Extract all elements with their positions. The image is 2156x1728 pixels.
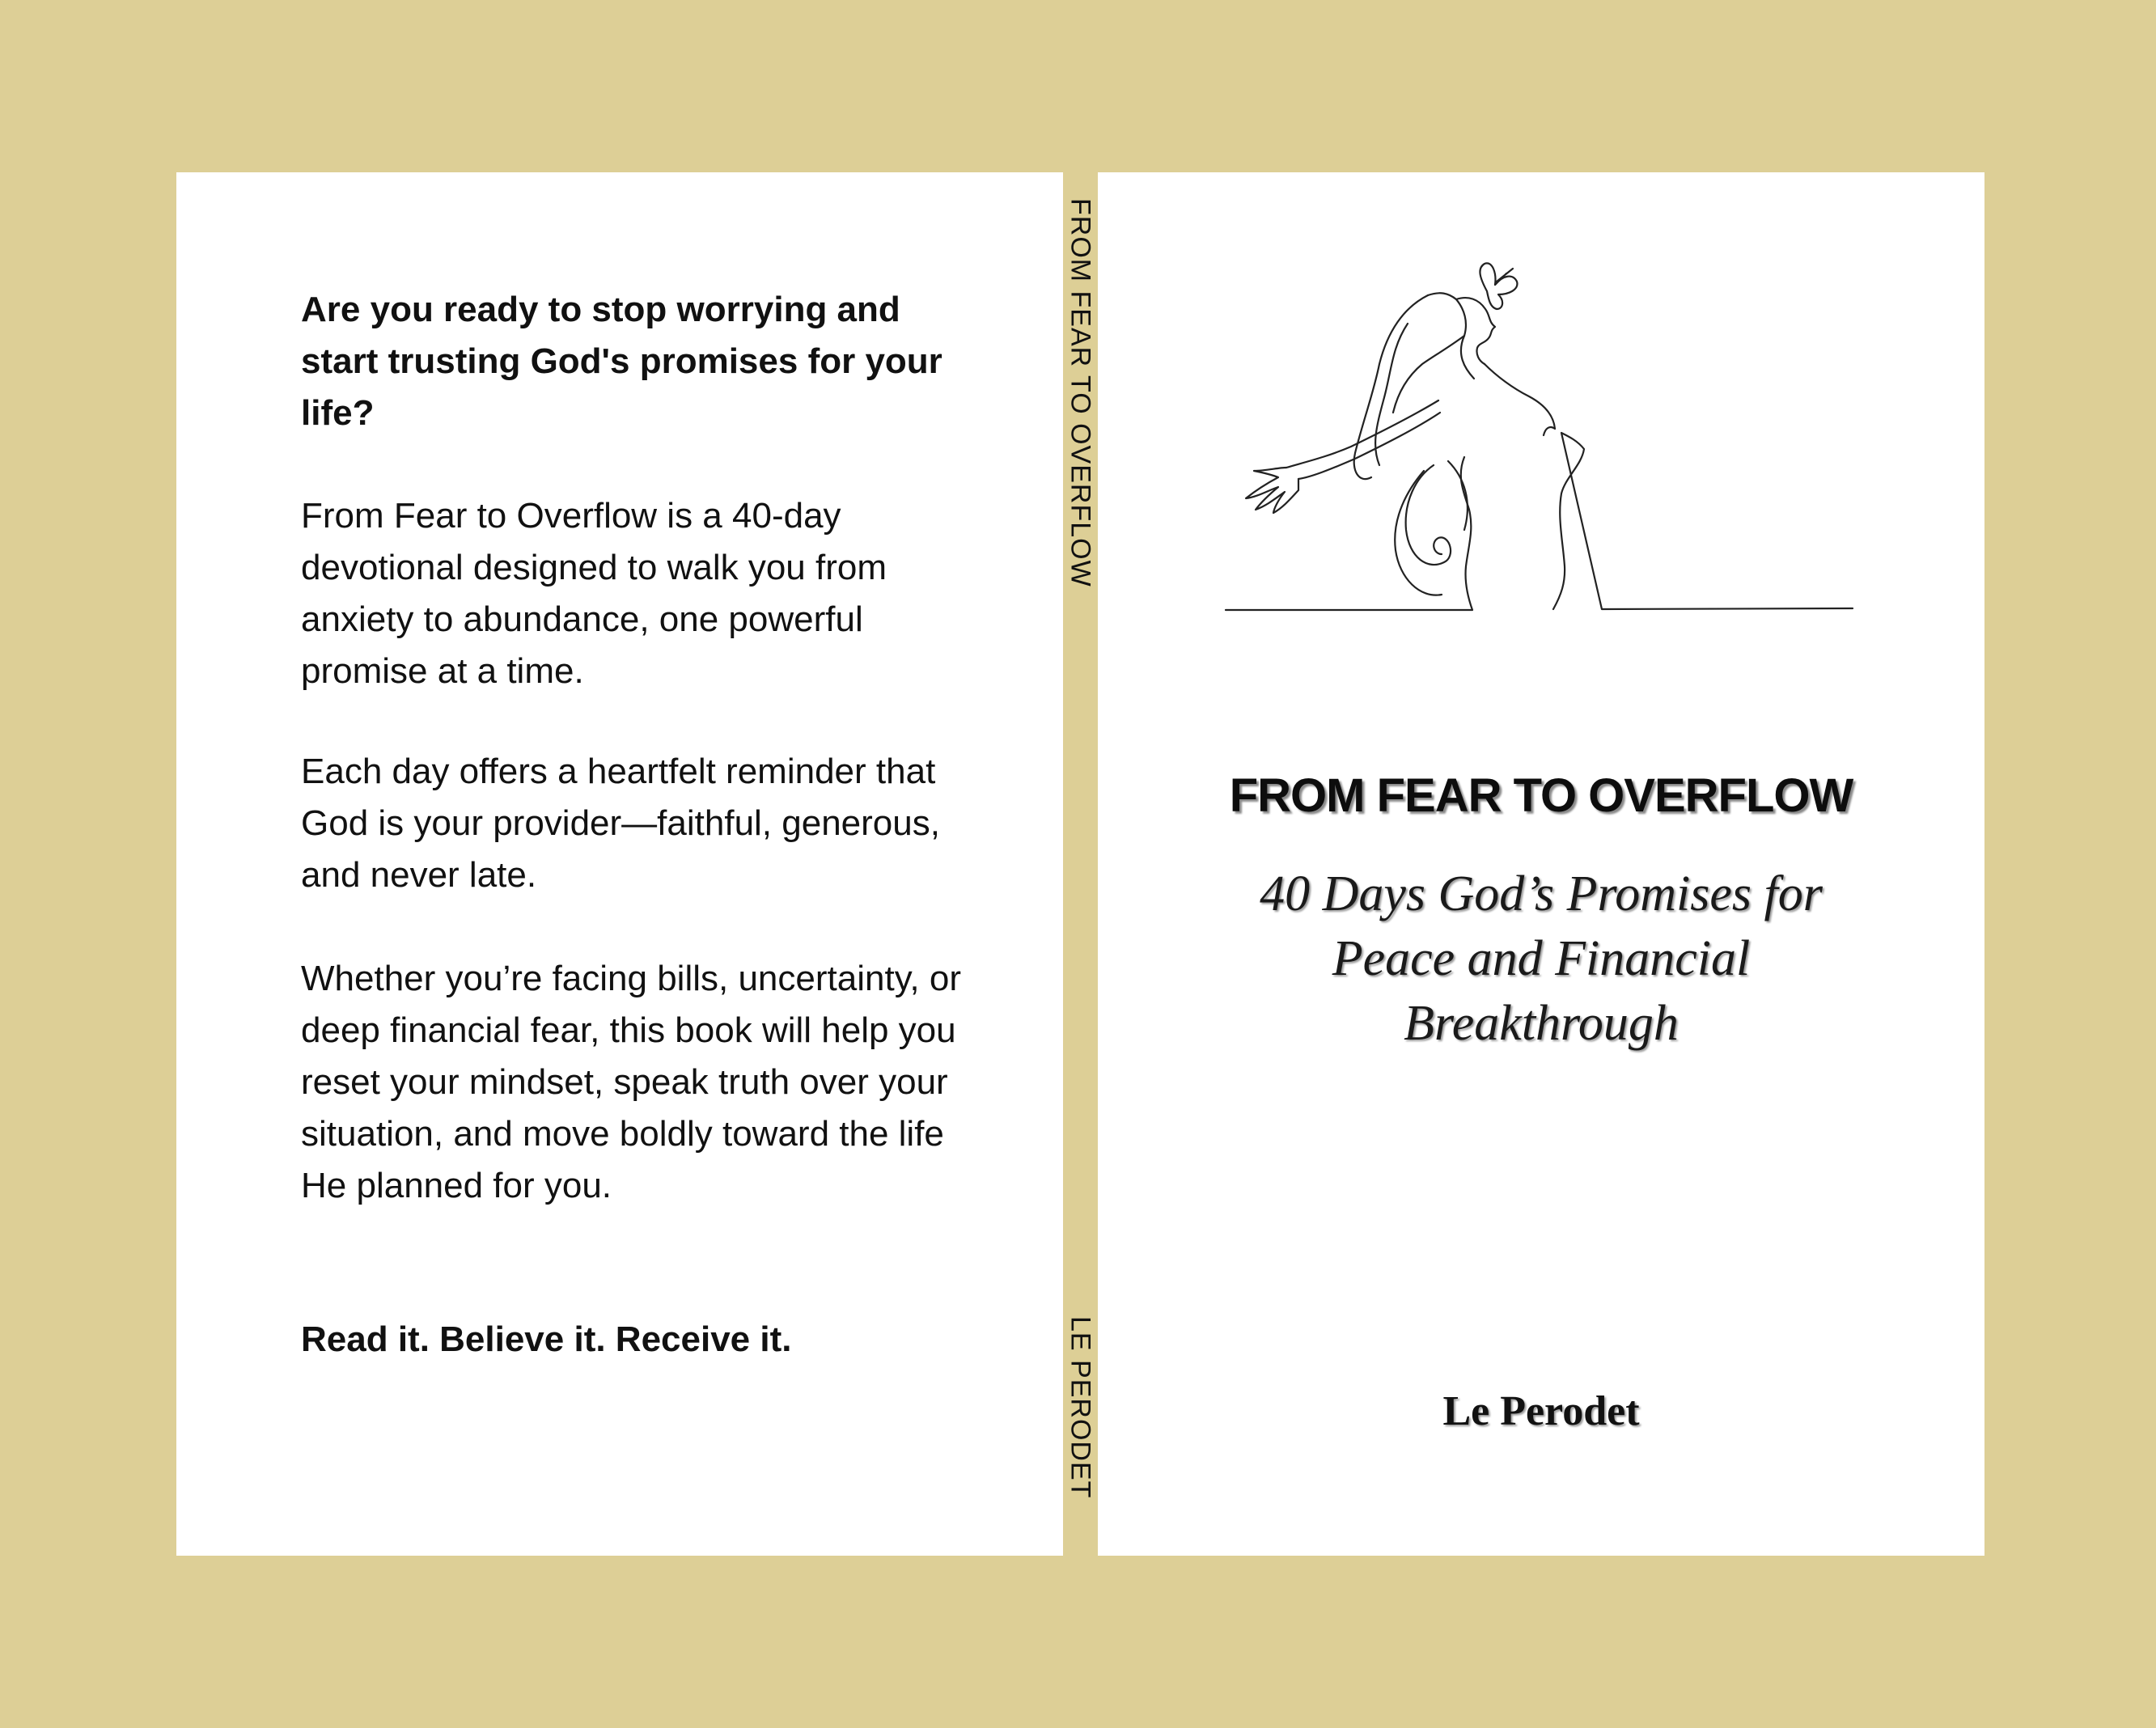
- front-cover-subtitle: 40 Days God’s Promises for Peace and Financial Breakthrough: [1260, 866, 1823, 1051]
- back-cover-paragraph-1: From Fear to Overflow is a 40-day devotional designed to walk you from anxiety to abundance, one powerful promise at a time.: [301, 496, 887, 691]
- back-cover-closing: Read it. Believe it. Receive it.: [301, 1319, 792, 1359]
- spine-author: LE PERODET: [1065, 1316, 1096, 1499]
- book-spine: [1063, 172, 1098, 1556]
- back-cover-paragraph-2: Each day offers a heartfelt reminder that God is your provider—faithful, generous, and never late.: [301, 752, 940, 895]
- back-cover-hook: Are you ready to stop worrying and start trusting God's promises for your life?: [301, 290, 942, 433]
- front-cover-author: Le Perodet: [1442, 1388, 1640, 1434]
- line-art-woman-with-butterfly-icon: [1222, 259, 1861, 623]
- front-cover-title: FROM FEAR TO OVERFLOW: [1229, 769, 1853, 822]
- back-cover-paragraph-3: Whether you’re facing bills, uncertainty, or deep financial fear, this book will help you reset your mindset, speak truth over your situation, and move boldly toward the life He planned for you.: [301, 959, 961, 1205]
- spine-title: FROM FEAR TO OVERFLOW: [1065, 198, 1096, 587]
